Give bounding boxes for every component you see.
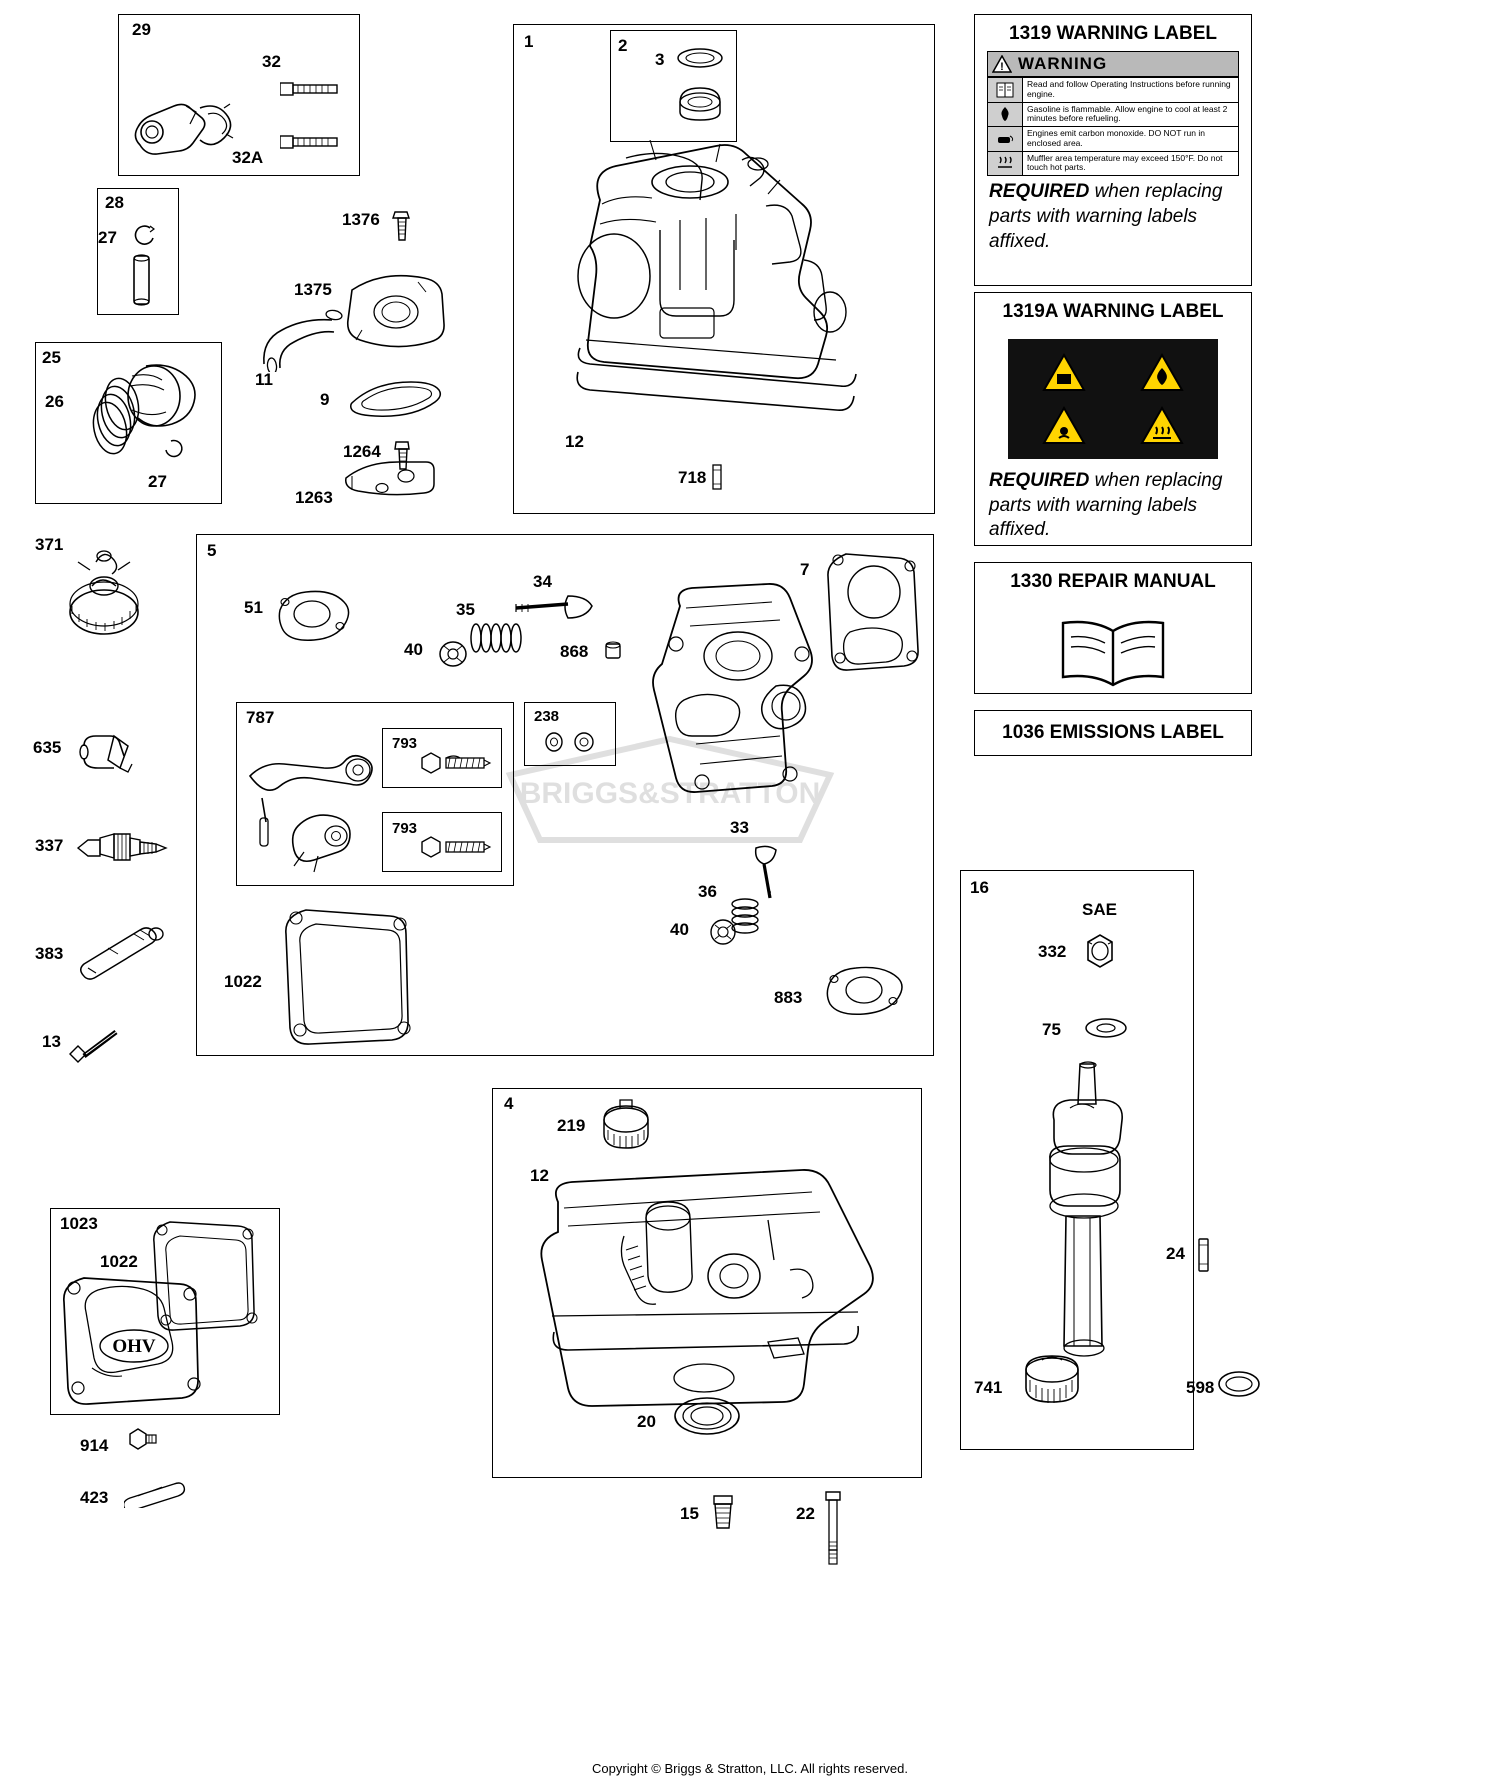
callout-20: 20 [637,1412,656,1431]
panel-title-1330: 1330 REPAIR MANUAL [1010,571,1216,592]
callout-868: 868 [560,642,589,661]
callout-741: 741 [974,1378,1003,1397]
callout-598: 598 [1186,1378,1215,1397]
callout-914: 914 [80,1436,109,1455]
callout-29: 29 [132,20,151,39]
callout-2: 2 [618,36,628,55]
callout-219: 219 [557,1116,586,1135]
callout-32a: 32A [232,148,264,167]
callout-371: 371 [35,535,64,554]
rocker-nut-screw-a [418,748,494,780]
oil-seal-20 [672,1394,742,1438]
drain-plug-15 [706,1490,740,1536]
required-word: REQUIRED [989,181,1090,203]
cover-screw-914 [126,1424,160,1458]
warning-row [988,102,1238,127]
callout-24: 24 [1166,1244,1185,1263]
callout-26: 26 [45,392,64,411]
callout-40: 40 [404,640,423,659]
callout-34: 34 [533,572,552,591]
crank-gear-741 [1016,1348,1090,1412]
tappet-3 [668,42,732,132]
callout-883: 883 [774,988,803,1007]
callout-12-block: 12 [565,432,584,451]
callout-1264: 1264 [343,442,381,461]
warning-row [988,77,1238,102]
callout-40b: 40 [670,920,689,939]
callout-12-sump: 12 [530,1166,549,1185]
manual-pictogram-icon [1018,349,1110,396]
valve-spring-35 [466,616,526,658]
callout-13: 13 [42,1032,61,1051]
retainer-ring-27 [128,222,158,248]
callout-718: 718 [678,468,707,487]
panel-note-1319 [975,176,1251,266]
callout-28: 28 [105,193,124,212]
warning-line-2: Gasoline is flammable. Allow engine to cool at least 2 minutes before refueling. [1027,103,1228,124]
svg-text:!: ! [1000,61,1004,73]
panel-emissions-label [974,710,1252,756]
callout-1263: 1263 [295,488,333,507]
breather-hose-11 [258,306,348,372]
key-24 [1196,1236,1212,1276]
required-word: REQUIRED [989,470,1090,491]
piston-pin [130,252,154,308]
cylinder-head-illustration [650,582,830,812]
callout-11: 11 [255,370,273,389]
callout-1376: 1376 [342,210,380,229]
callout-423: 423 [80,1488,109,1507]
book-icon [1053,613,1173,693]
piston-and-rings [82,358,207,468]
flame-pictogram-icon [1116,349,1208,396]
pictogram-label-graphic [1008,339,1218,459]
manual-icon [988,78,1023,102]
oil-pump-219 [592,1094,664,1156]
callout-27: 27 [98,228,117,247]
callout-1022: 1022 [224,972,262,991]
cylinder-block-illustration [530,140,920,440]
callout-22: 22 [796,1504,815,1523]
callout-787: 787 [246,708,275,727]
warning-word: WARNING [1018,54,1108,73]
callout-sae: SAE [1082,900,1117,919]
warning-triangle-icon [992,55,1012,73]
callout-51: 51 [244,598,263,617]
breather-gasket-9 [345,372,445,420]
panel-warning-1319a [974,292,1252,546]
rocker-cover-gasket-1022 [282,902,418,1050]
dipstick-tube-383 [74,918,176,980]
panel-repair-manual [974,562,1252,694]
breather-plate-1263 [340,456,440,506]
callout-35: 35 [456,600,475,619]
valve-retainer-40 [436,638,470,670]
callout-9: 9 [320,390,330,409]
callout-75: 75 [1042,1020,1061,1039]
callout-36: 36 [698,882,717,901]
exhaust-retainer-40 [706,916,740,948]
required-rest: when replacing parts with warning labels affixed. [989,181,1223,252]
intake-gasket-51 [272,588,352,644]
breather-screw-1376 [390,208,414,246]
callout-332: 332 [1038,942,1067,961]
panel-title-1319a: 1319A WARNING LABEL [1002,301,1224,322]
callout-4: 4 [504,1094,514,1113]
callout-383: 383 [35,944,64,963]
elbow-fitting-635 [78,728,136,780]
hot-pictogram-icon [1116,402,1208,449]
callout-238: 238 [534,708,560,725]
svg-text:BRIGGS&STRATTON: BRIGGS&STRATTON [519,777,821,810]
callout-635: 635 [33,738,62,757]
copyright-notice: Copyright © Briggs & Stratton, LLC. All rights reserved. [592,1761,908,1776]
cover-pin-423 [124,1476,192,1508]
callout-793a: 793 [392,735,418,752]
callout-15: 15 [680,1504,699,1523]
panel-title-1036: 1036 EMISSIONS LABEL [1002,722,1224,743]
warning-line-4: Muffler area temperature may exceed 150°F. Do not touch hot parts. [1027,152,1223,173]
washer-75 [1084,1016,1128,1040]
sump-illustration [528,1166,888,1416]
head-gasket-7 [826,548,922,672]
rod-bolt-32a [280,133,340,151]
warning-header-bar [988,52,1238,77]
exhaust-icon [988,127,1023,151]
panel-title-1319: 1319 WARNING LABEL [1009,23,1217,44]
dowel-pin-718 [710,462,724,492]
svg-text:OHV: OHV [112,1336,156,1357]
rocker-nut-screw-b [418,832,494,864]
warning-line-3: Engines emit carbon monoxide. DO NOT run in enclosed area. [1027,128,1205,148]
callout-793b: 793 [392,820,418,837]
panel-warning-1319 [974,14,1252,286]
callout-32: 32 [262,52,281,71]
callout-1: 1 [524,32,534,51]
callout-1023: 1023 [60,1214,98,1233]
warning-row [988,151,1238,176]
callout-7: 7 [800,560,810,579]
rocker-arm-assembly [244,740,394,876]
flywheel-nut-332 [1078,930,1124,974]
valve-cap-868 [600,638,626,664]
callout-25: 25 [42,348,61,367]
rocker-cover-illustration [62,1268,212,1410]
breather-cover-1375 [340,268,450,352]
exhaust-gasket-883 [820,962,906,1016]
valve-seals-238 [540,728,604,756]
warning-label-graphic-1319 [987,51,1239,176]
warning-row [988,126,1238,151]
hot-surface-icon [988,152,1023,176]
callout-3: 3 [655,50,665,69]
callout-5: 5 [207,541,217,560]
o-ring-598 [1216,1368,1262,1400]
required-rest: when replacing parts with warning labels affixed. [989,470,1223,541]
spark-plug-337 [72,818,172,876]
flame-icon [988,103,1023,127]
sump-bolt-22 [820,1486,846,1570]
callout-337: 337 [35,836,64,855]
callout-33: 33 [730,818,749,837]
panel-note-1319a [975,465,1251,555]
callout-1022b: 1022 [100,1252,138,1271]
callout-1375: 1375 [294,280,332,299]
callout-27b: 27 [148,472,167,491]
screw-13 [68,1026,128,1074]
warning-line-1: Read and follow Operating Instructions before running engine. [1027,79,1231,99]
governor-gear-371 [60,540,148,640]
co-pictogram-icon [1018,402,1110,449]
callout-16: 16 [970,878,989,897]
rod-bolt-32 [280,80,340,98]
